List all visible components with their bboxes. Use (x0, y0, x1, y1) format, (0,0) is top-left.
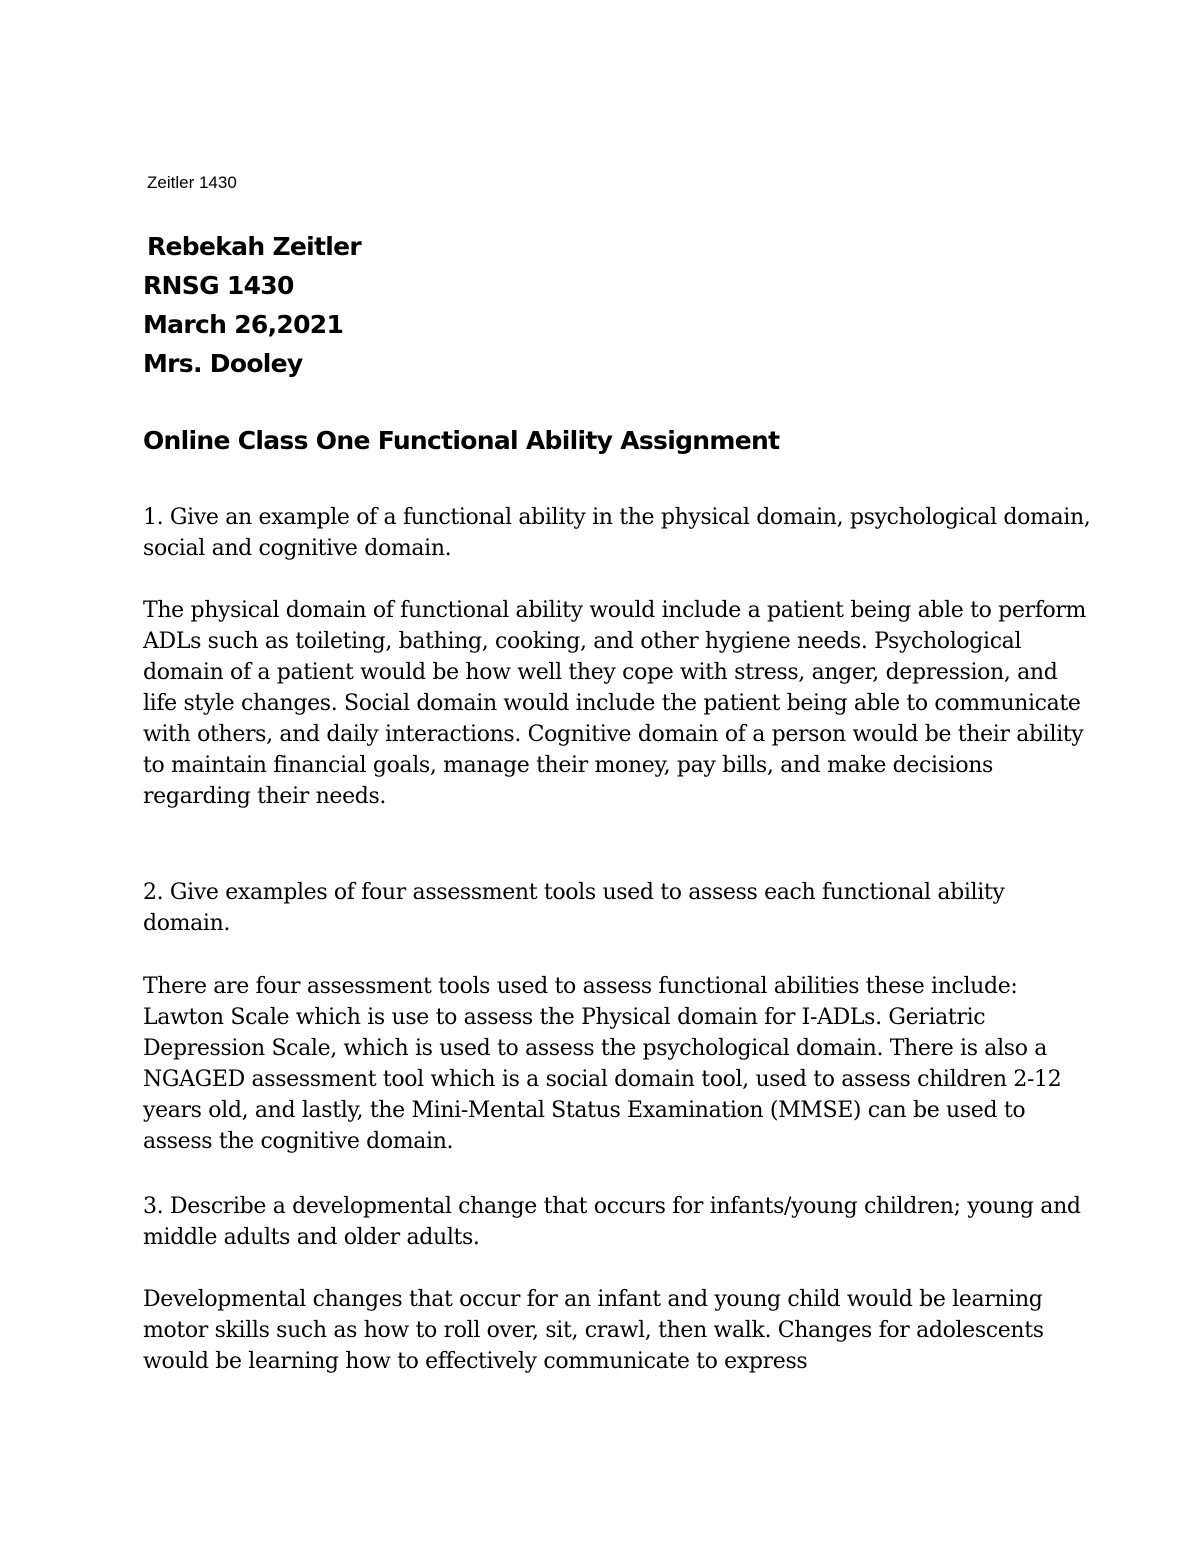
answer-2-text: There are four assessment tools used to assess functional abilities these include: Lawton Scale which is use to assess the Physical domain for I-ADLs. Geriatric Depression Scale, which is used to assess the psychological domain. There is also a NGAGED assessment tool which is a social domain tool, used to assess children 2-12 years old, and lastly, the Mini-Mental Status Examination (MMSE) can be used to assess the cognitive domain. (143, 974, 1062, 1154)
running-header: Zeitler 1430 (147, 173, 237, 192)
question-2-text: 2. Give examples of four assessment tools used to assess each functional ability domain. (143, 880, 1005, 936)
question-3-text: 3. Describe a developmental change that occurs for infants/young children; young and middle adults and older adults. (143, 1194, 1081, 1250)
answer-3 (143, 1284, 1093, 1377)
document-title: Online Class One Functional Ability Assignment (143, 426, 780, 455)
answer-3-text: Developmental changes that occur for an infant and young child would be learning motor skills such as how to roll over, sit, crawl, then walk. Changes for adolescents would be learning how to effectively communicate to express (143, 1287, 1044, 1374)
student-info-block (143, 227, 361, 383)
question-1 (143, 502, 1093, 564)
question-1-text: 1. Give an example of a functional ability in the physical domain, psychological domain, social and cognitive domain. (143, 505, 1091, 561)
answer-2 (143, 971, 1093, 1157)
question-2 (143, 877, 1093, 939)
course-code: RNSG 1430 (143, 271, 294, 300)
submission-date: March 26,2021 (143, 310, 344, 339)
answer-1-text: The physical domain of functional ability would include a patient being able to perform ADLs such as toileting, bathing, cooking, and other hygiene needs. Psychological domain of a patient would be how well they cope with stress, anger, depression, and life style changes. Social domain would include the patient being able to communicate with others, and daily interactions. Cognitive domain of a person would be their ability to maintain financial goals, manage their money, pay bills, and make decisions regarding their needs. (143, 598, 1087, 809)
question-3 (143, 1191, 1093, 1253)
answer-1 (143, 595, 1093, 812)
instructor-name: Mrs. Dooley (143, 349, 303, 378)
student-name: Rebekah Zeitler (147, 232, 362, 261)
